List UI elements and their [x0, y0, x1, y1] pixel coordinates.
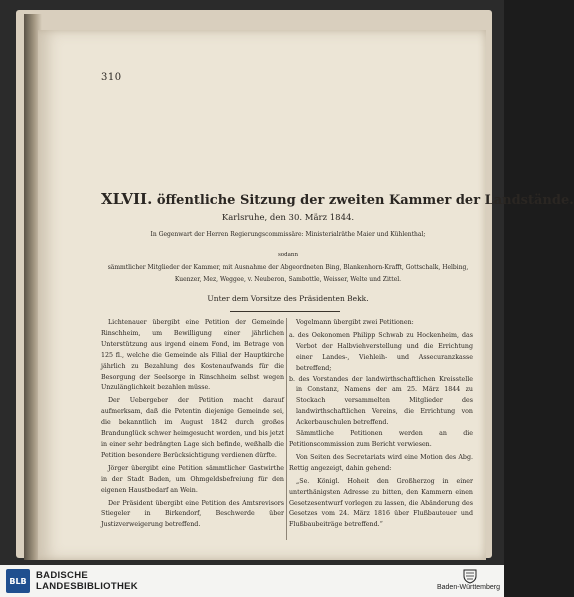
petition-item: b. des Vorstandes der landwirthschaftlichen Kreisstelle in Constanz, Namens der am 25. März 1844 zu Stockach versammelten Mitglieder des landwirthschaftlichen Vereins, die Errichtung von Ackerbauschulen betreffend.: [289, 375, 473, 427]
state-name: Baden-Württemberg: [436, 584, 500, 591]
section-title: [101, 190, 574, 208]
left-column: [101, 318, 284, 533]
coat-of-arms-icon: [461, 568, 479, 584]
library-footer: [0, 565, 504, 597]
motion-quote: „Se. Königl. Hoheit den Großherzog in einer unterthänigsten Adresse zu bitten, den Kammern einen Gesetzesentwurf vorlegen zu lassen, die Abänderung des Gesetzes vom 24. März 1816 über Flußbauteuer und Flußbaubeiträge betreffend.“: [289, 477, 473, 529]
library-name-line-2: LANDESBIBLIOTHEK: [36, 581, 138, 592]
right-intro: Vogelmann übergibt zwei Petitionen:: [296, 319, 414, 326]
place-date: Karlsruhe, den 30. März 1844.: [221, 213, 355, 223]
petition-item: a. des Oekonomen Philipp Schwab zu Hockenheim, das Verbot der Halbviehverstellung und die Errichtung einer Landes-, Viehleih- und Assecuranzkasse betreffend;: [289, 331, 473, 372]
section-title-text: öffentliche Sitzung der zweiten Kammer der Landstände.: [156, 193, 574, 208]
library-name-line-1: BADISCHE: [36, 570, 89, 581]
left-paragraph: Lichtenauer übergibt eine Petition der Gemeinde Rinschheim, um Bewilligung einer jährlichen Unterstützung aus irgend einem Fond, im Betrage von 125 fl., welche die Gemeinde als Filial der Hauptkirche jährlich zu Bezahlung des Kostenaufwands für die Besorgung der Seelsorge in Rinschheim selbst wegen Unzulänglichkeit bezahlen müsse.: [101, 319, 284, 392]
blb-logo[interactable]: BLB: [6, 569, 30, 593]
column-divider: [286, 318, 287, 540]
left-paragraph: Jörger übergibt eine Petition sämmtlicher Gastwirthe in der Stadt Baden, um Ohmgeldsbefreiung für den eigenen Haustbedarf an Wein.: [101, 464, 284, 494]
members-line-1: sämmtlicher Mitglieder der Kammer, mit Ausnahme der Abgeordneten Bing, Blankenhorn-Krafft, Gottschalk, Helbing,: [107, 264, 469, 271]
right-column: [289, 318, 473, 533]
page-number: 310: [101, 72, 122, 83]
library-name: [36, 570, 138, 592]
separator-rule: [230, 311, 340, 312]
left-paragraph: Der Präsident übergibt eine Petition des Amtsrevisors Stiegeler in Birkendorf, Beschwerde über Justizverweigerung betreffend.: [101, 499, 284, 529]
presence-line: In Gegenwart der Herren Regierungscommissäre: Ministerialräthe Maier und Kühlenthal;: [150, 231, 426, 238]
right-paragraph: Sämmtliche Petitionen werden an die Petitionscommission zum Bericht verwiesen.: [289, 430, 473, 448]
right-paragraph: Von Seiten des Secretariats wird eine Motion des Abg. Rettig angezeigt, dahin gehend:: [289, 453, 473, 472]
left-paragraph: Der Uebergeber der Petition macht darauf aufmerksam, daß die Petentin diejenige Gemeinde sei, die bekanntlich im August 1842 durch großes Brandunglück schwer heimgesucht worden, und bis jetzt in einer sehr bedrängten Lage sich befinde, weßhalb die Petition besondere Berücksichtigung verdienen dürfte.: [101, 397, 284, 459]
section-roman-numeral: XLVII.: [101, 190, 153, 208]
sodann-line: sodann: [277, 252, 299, 258]
chair-line: Unter dem Vorsitze des Präsidenten Bekk.: [207, 294, 369, 303]
members-line-2: Kuenzer, Mez, Weggee, v. Neuberon, Sambottle, Weisser, Welte und Zittel.: [174, 276, 402, 283]
